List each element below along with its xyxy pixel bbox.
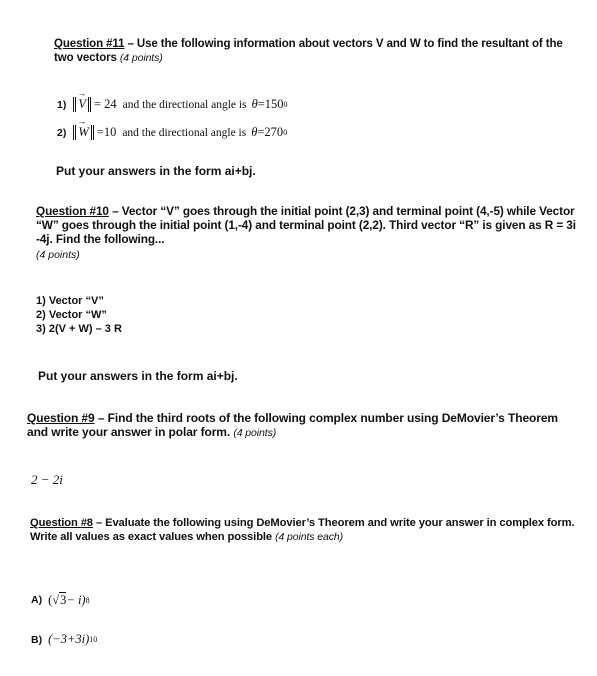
question-8-points: (4 points each) — [275, 531, 344, 543]
part-a-label: A) — [31, 594, 43, 606]
vector-w-angle-text: and the directional angle is — [122, 126, 247, 139]
degree-mark-2: 0 — [283, 128, 288, 137]
question-9-text: – Find the third roots of the following complex number using DeMovier’s Theorem and write your answer in polar form. — [27, 411, 558, 439]
vector-v-angle-text: and the directional angle is — [122, 98, 247, 111]
question-8-prompt — [30, 516, 578, 544]
vector-w-angle: =270 — [257, 125, 284, 139]
question-10-item-3: 3) 2(V + W) – 3 R — [36, 323, 122, 335]
question-10-item-2: 2) Vector “W” — [36, 309, 107, 321]
part-b-exponent: 10 — [89, 635, 98, 644]
part-b-expression: (−3+3i) — [48, 632, 90, 646]
part-a-rest: − i) — [66, 592, 86, 607]
theta-symbol-1: θ — [251, 97, 258, 111]
item-2-label: 2) — [57, 126, 67, 139]
question-10-points: (4 points) — [36, 249, 80, 261]
item-1-label: 1) — [57, 98, 67, 111]
question-11-answer-form: Put your answers in the form ai+bj. — [56, 164, 256, 178]
question-11-item-1 — [57, 97, 288, 112]
part-a-radicand: 3 — [60, 593, 67, 607]
question-11-text: – Use the following information about vectors V and W to find the resultant of the two vectors — [54, 38, 563, 64]
vector-v-magnitude — [72, 97, 92, 112]
question-9-prompt — [27, 411, 567, 440]
question-8-title: Question #8 — [30, 517, 93, 529]
sqrt-icon: √ — [52, 592, 60, 607]
question-10-prompt — [36, 204, 588, 246]
question-10-answer-form: Put your answers in the form ai+bj. — [38, 369, 238, 383]
question-10-title: Question #10 — [36, 204, 109, 218]
question-11-title: Question #11 — [54, 38, 125, 50]
question-9-points: (4 points) — [233, 427, 277, 439]
question-8-text: – Evaluate the following using DeMovier’s Theorem and write your answer in complex form. Write all values as exact values when possible — [30, 517, 575, 543]
question-11-prompt — [54, 37, 574, 65]
vector-w-magnitude — [72, 125, 94, 140]
degree-mark-1: 0 — [283, 100, 288, 109]
question-9-expression: 2 − 2i — [31, 472, 63, 487]
theta-symbol-2: θ — [251, 125, 258, 139]
question-9-title: Question #9 — [27, 411, 95, 425]
question-8-part-a — [31, 592, 90, 608]
part-b-label: B) — [31, 633, 43, 646]
vector-w-value: =10 — [96, 125, 117, 139]
vector-v-value: = 24 — [93, 97, 117, 111]
question-10-text: – Vector “V” goes through the initial point (2,3) and terminal point (4,-5) while Vector “W” goes through the initial point (1,-4) and terminal point (2,2). Third vector “R” is given as R = 3i -4j. Find the following... — [36, 204, 576, 246]
question-10-item-1: 1) Vector “V” — [36, 295, 104, 307]
question-11-item-2 — [57, 125, 287, 140]
question-11-points: (4 points) — [119, 52, 163, 64]
question-8-part-b — [31, 632, 97, 647]
part-a-exponent: 8 — [85, 595, 90, 605]
vector-v-angle: =150 — [257, 97, 284, 111]
vector-w-symbol: → W — [78, 125, 88, 140]
part-a-open: ( — [48, 592, 53, 607]
vector-v-symbol: → V — [78, 97, 86, 112]
